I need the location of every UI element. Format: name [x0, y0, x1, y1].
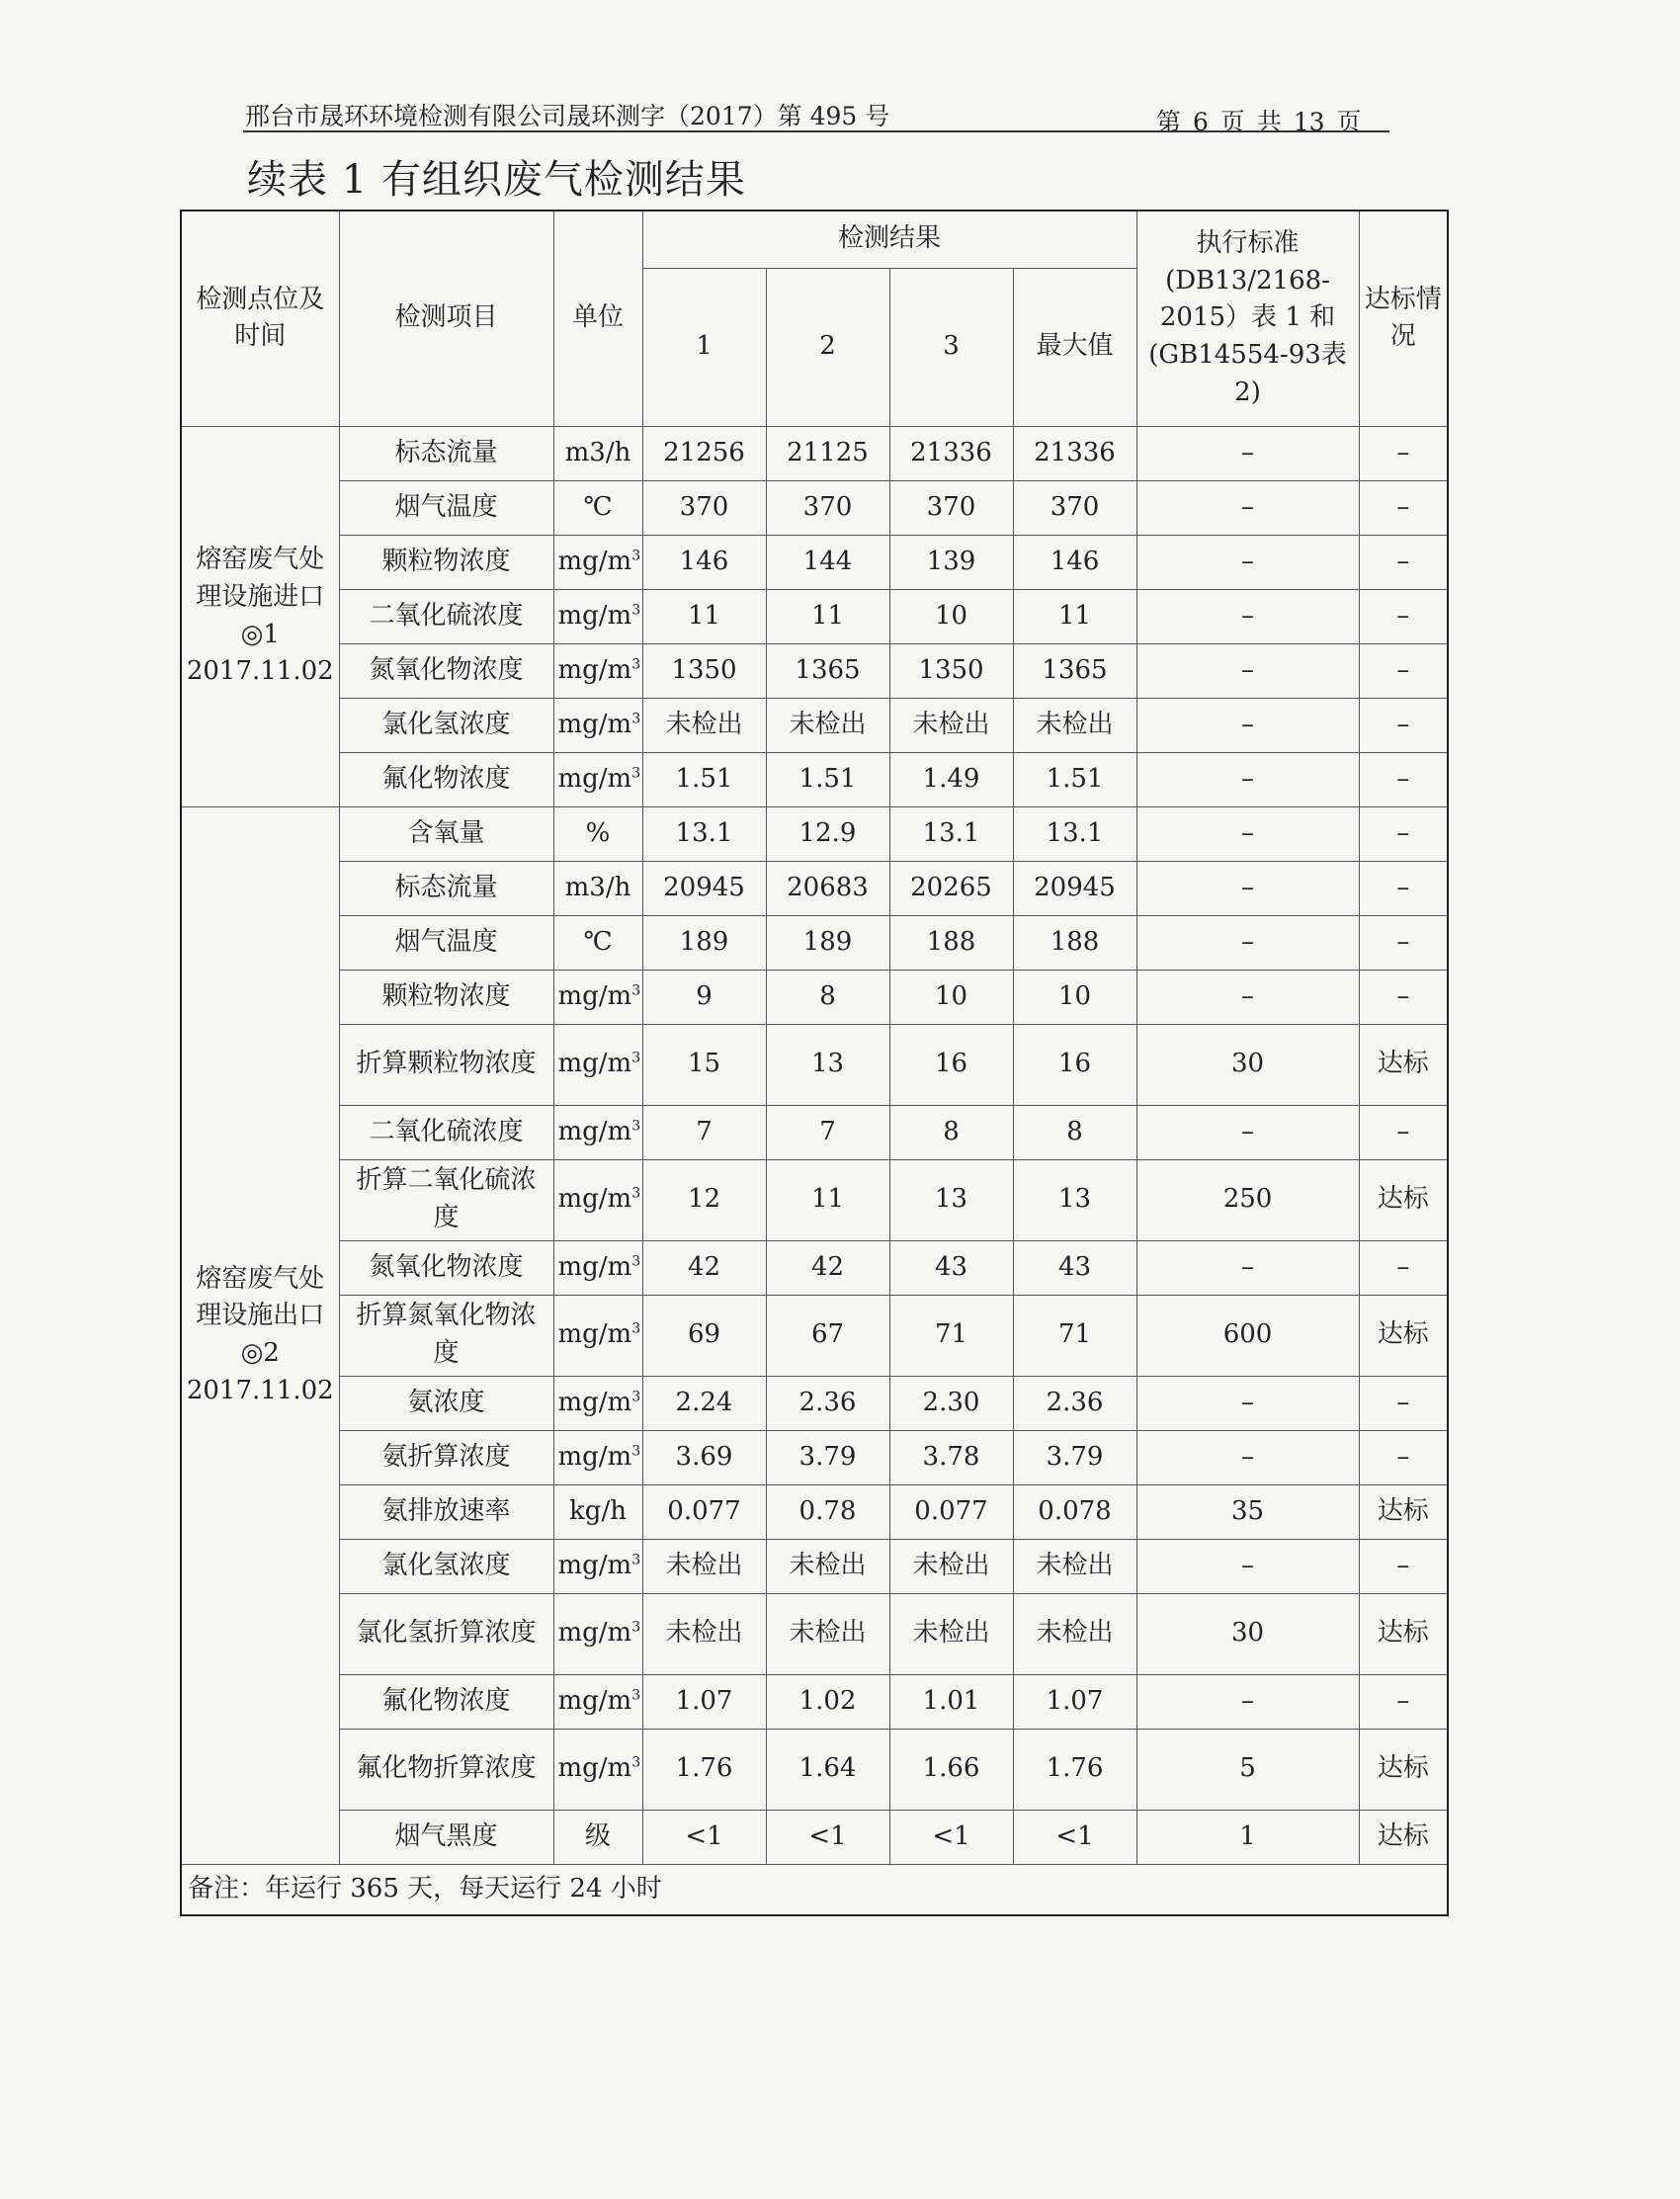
result-1-cell: 21256 — [642, 426, 766, 480]
results-body — [181, 426, 1448, 1864]
unit-cell: ℃ — [553, 480, 642, 535]
unit-cell — [553, 1024, 642, 1105]
table-note: 备注：年运行 365 天，每天运行 24 小时 — [181, 1864, 1448, 1915]
unit-base: mg/m — [557, 1685, 632, 1716]
result-1-cell: 15 — [642, 1024, 766, 1105]
result-3-cell: 20265 — [889, 861, 1013, 915]
status-cell: – — [1359, 426, 1448, 480]
item-cell: 二氧化硫浓度 — [339, 1105, 553, 1159]
table-row — [181, 1729, 1448, 1810]
col-max: 最大值 — [1013, 268, 1136, 426]
result-1-cell: 0.077 — [642, 1484, 766, 1539]
table-row — [181, 1539, 1448, 1593]
max-cell: 20945 — [1013, 861, 1136, 915]
result-2-cell: 8 — [766, 970, 889, 1024]
col-status: 达标情况 — [1359, 211, 1448, 426]
item-cell: 氯化氢浓度 — [339, 1539, 553, 1593]
standard-cell: – — [1136, 1674, 1359, 1729]
result-3-cell: 13 — [889, 1159, 1013, 1240]
standard-cell: – — [1136, 698, 1359, 752]
status-cell: – — [1359, 1539, 1448, 1593]
status-cell: – — [1359, 643, 1448, 698]
unit-base: mg/m — [557, 709, 632, 739]
unit-base: mg/m — [557, 1618, 632, 1649]
status-cell: – — [1359, 970, 1448, 1024]
table-row — [181, 1240, 1448, 1295]
result-1-cell: 7 — [642, 1105, 766, 1159]
result-2-cell: <1 — [766, 1810, 889, 1864]
unit-base: mg/m — [557, 1753, 632, 1784]
result-2-cell: 11 — [766, 589, 889, 643]
status-cell: 达标 — [1359, 1593, 1448, 1674]
result-2-cell: 144 — [766, 535, 889, 589]
unit-superscript: 3 — [631, 602, 641, 618]
status-cell: – — [1359, 698, 1448, 752]
standard-cell: 1 — [1136, 1810, 1359, 1864]
result-3-cell: 1350 — [889, 643, 1013, 698]
standard-cell: – — [1136, 806, 1359, 861]
standard-cell: – — [1136, 752, 1359, 806]
unit-cell — [553, 1295, 642, 1376]
unit-base: mg/m — [557, 600, 632, 631]
result-3-cell: 13.1 — [889, 806, 1013, 861]
status-cell: – — [1359, 915, 1448, 970]
item-cell: 烟气黑度 — [339, 1810, 553, 1864]
unit-base: mg/m — [557, 546, 632, 576]
result-2-cell: 13 — [766, 1024, 889, 1105]
max-cell: 2.36 — [1013, 1376, 1136, 1430]
unit-superscript: 3 — [631, 656, 641, 672]
result-2-cell: 67 — [766, 1295, 889, 1376]
max-cell: 未检出 — [1013, 1593, 1136, 1674]
result-3-cell: 3.78 — [889, 1430, 1013, 1484]
table-row — [181, 1376, 1448, 1430]
result-2-cell: 20683 — [766, 861, 889, 915]
standard-cell: – — [1136, 426, 1359, 480]
col-results: 检测结果 — [642, 211, 1136, 268]
result-1-cell: <1 — [642, 1810, 766, 1864]
standard-cell: – — [1136, 535, 1359, 589]
unit-cell — [553, 970, 642, 1024]
max-cell: 未检出 — [1013, 1539, 1136, 1593]
unit-superscript: 3 — [631, 1687, 641, 1703]
item-cell: 氨浓度 — [339, 1376, 553, 1430]
table-row — [181, 1159, 1448, 1240]
standard-cell: – — [1136, 861, 1359, 915]
max-cell: 370 — [1013, 480, 1136, 535]
item-cell: 氮氧化物浓度 — [339, 643, 553, 698]
unit-cell — [553, 1159, 642, 1240]
unit-superscript: 3 — [631, 1754, 641, 1771]
standard-cell: – — [1136, 1430, 1359, 1484]
unit-base: mg/m — [557, 1184, 632, 1215]
table-title: 续表 1 有组织废气检测结果 — [247, 157, 746, 203]
status-cell: – — [1359, 806, 1448, 861]
result-2-cell: 11 — [766, 1159, 889, 1240]
result-2-cell: 12.9 — [766, 806, 889, 861]
result-2-cell: 370 — [766, 480, 889, 535]
standard-cell: – — [1136, 643, 1359, 698]
point-cell: 熔窑废气处理设施进口◎1 2017.11.02 — [181, 426, 339, 806]
item-cell: 颗粒物浓度 — [339, 535, 553, 589]
max-cell: 未检出 — [1013, 698, 1136, 752]
standard-cell: 5 — [1136, 1729, 1359, 1810]
table-row — [181, 1674, 1448, 1729]
result-1-cell: 11 — [642, 589, 766, 643]
result-1-cell: 3.69 — [642, 1430, 766, 1484]
table-row — [181, 915, 1448, 970]
result-3-cell: 2.30 — [889, 1376, 1013, 1430]
item-cell: 氨排放速率 — [339, 1484, 553, 1539]
max-cell: 0.078 — [1013, 1484, 1136, 1539]
result-1-cell: 未检出 — [642, 1539, 766, 1593]
status-cell: – — [1359, 1376, 1448, 1430]
unit-superscript: 3 — [631, 548, 641, 563]
unit-base: mg/m — [557, 1049, 632, 1079]
result-1-cell: 146 — [642, 535, 766, 589]
item-cell: 含氧量 — [339, 806, 553, 861]
unit-cell — [553, 752, 642, 806]
unit-superscript: 3 — [631, 1389, 641, 1404]
result-2-cell: 未检出 — [766, 1539, 889, 1593]
standard-cell: 600 — [1136, 1295, 1359, 1376]
result-3-cell: 1.66 — [889, 1729, 1013, 1810]
result-1-cell: 12 — [642, 1159, 766, 1240]
standard-cell: – — [1136, 589, 1359, 643]
report-header-number: 邢台市晟环环境检测有限公司晟环测字（2017）第 495 号 — [245, 102, 890, 130]
unit-cell: % — [553, 806, 642, 861]
unit-superscript: 3 — [631, 1185, 641, 1202]
max-cell: 21336 — [1013, 426, 1136, 480]
result-2-cell: 未检出 — [766, 1593, 889, 1674]
result-2-cell: 1.64 — [766, 1729, 889, 1810]
result-2-cell: 1365 — [766, 643, 889, 698]
standard-cell: – — [1136, 1105, 1359, 1159]
status-cell: 达标 — [1359, 1729, 1448, 1810]
header-rule — [243, 130, 1389, 132]
unit-cell — [553, 1376, 642, 1430]
table-row — [181, 752, 1448, 806]
status-cell: 达标 — [1359, 1810, 1448, 1864]
result-1-cell: 未检出 — [642, 698, 766, 752]
table-row — [181, 1024, 1448, 1105]
item-cell: 烟气温度 — [339, 480, 553, 535]
result-1-cell: 20945 — [642, 861, 766, 915]
item-cell: 氟化物浓度 — [339, 752, 553, 806]
max-cell: 1365 — [1013, 643, 1136, 698]
result-2-cell: 1.02 — [766, 1674, 889, 1729]
result-3-cell: 10 — [889, 970, 1013, 1024]
unit-base: mg/m — [557, 763, 632, 794]
max-cell: 1.07 — [1013, 1674, 1136, 1729]
max-cell: 71 — [1013, 1295, 1136, 1376]
item-cell: 氯化氢折算浓度 — [339, 1593, 553, 1674]
result-1-cell: 69 — [642, 1295, 766, 1376]
status-cell: – — [1359, 1674, 1448, 1729]
status-cell: – — [1359, 480, 1448, 535]
table-row — [181, 426, 1448, 480]
status-cell: – — [1359, 1105, 1448, 1159]
result-1-cell: 189 — [642, 915, 766, 970]
unit-base: mg/m — [557, 1387, 632, 1417]
unit-superscript: 3 — [631, 1050, 641, 1066]
status-cell: – — [1359, 861, 1448, 915]
unit-superscript: 3 — [631, 1619, 641, 1636]
result-1-cell: 1.76 — [642, 1729, 766, 1810]
max-cell: 16 — [1013, 1024, 1136, 1105]
result-2-cell: 42 — [766, 1240, 889, 1295]
unit-cell — [553, 643, 642, 698]
result-1-cell: 2.24 — [642, 1376, 766, 1430]
unit-cell — [553, 1729, 642, 1810]
unit-cell: m3/h — [553, 861, 642, 915]
unit-cell — [553, 535, 642, 589]
unit-superscript: 3 — [631, 1253, 641, 1269]
table-row — [181, 698, 1448, 752]
unit-cell — [553, 698, 642, 752]
result-3-cell: <1 — [889, 1810, 1013, 1864]
unit-cell — [553, 1539, 642, 1593]
item-cell: 氨折算浓度 — [339, 1430, 553, 1484]
status-cell: – — [1359, 1430, 1448, 1484]
max-cell: 13 — [1013, 1159, 1136, 1240]
unit-superscript: 3 — [631, 765, 641, 781]
unit-cell: ℃ — [553, 915, 642, 970]
max-cell: 43 — [1013, 1240, 1136, 1295]
status-cell: – — [1359, 1240, 1448, 1295]
result-1-cell: 1350 — [642, 643, 766, 698]
unit-superscript: 3 — [631, 982, 641, 998]
standard-cell: 35 — [1136, 1484, 1359, 1539]
standard-cell: – — [1136, 970, 1359, 1024]
table-row — [181, 861, 1448, 915]
table-row — [181, 1105, 1448, 1159]
standard-cell: – — [1136, 1376, 1359, 1430]
unit-cell — [553, 1430, 642, 1484]
result-2-cell: 189 — [766, 915, 889, 970]
table-row — [181, 1484, 1448, 1539]
item-cell: 烟气温度 — [339, 915, 553, 970]
standard-cell: 250 — [1136, 1159, 1359, 1240]
result-3-cell: 16 — [889, 1024, 1013, 1105]
result-3-cell: 21336 — [889, 426, 1013, 480]
result-1-cell: 13.1 — [642, 806, 766, 861]
unit-base: mg/m — [557, 1319, 632, 1350]
unit-superscript: 3 — [631, 1443, 641, 1459]
item-cell: 标态流量 — [339, 861, 553, 915]
unit-base: mg/m — [557, 1251, 632, 1282]
result-2-cell: 3.79 — [766, 1430, 889, 1484]
max-cell: 146 — [1013, 535, 1136, 589]
unit-cell — [553, 1105, 642, 1159]
table-row — [181, 480, 1448, 535]
table-row — [181, 1593, 1448, 1674]
item-cell: 氮氧化物浓度 — [339, 1240, 553, 1295]
result-2-cell: 0.78 — [766, 1484, 889, 1539]
table-row — [181, 1430, 1448, 1484]
table-row — [181, 589, 1448, 643]
max-cell: 3.79 — [1013, 1430, 1136, 1484]
item-cell: 二氧化硫浓度 — [339, 589, 553, 643]
max-cell: 11 — [1013, 589, 1136, 643]
status-cell: 达标 — [1359, 1159, 1448, 1240]
max-cell: 8 — [1013, 1105, 1136, 1159]
point-cell: 熔窑废气处理设施出口◎2 2017.11.02 — [181, 806, 339, 1864]
table-row — [181, 806, 1448, 861]
result-3-cell: 8 — [889, 1105, 1013, 1159]
result-3-cell: 370 — [889, 480, 1013, 535]
table-row — [181, 970, 1448, 1024]
result-1-cell: 42 — [642, 1240, 766, 1295]
result-1-cell: 未检出 — [642, 1593, 766, 1674]
col-r1: 1 — [642, 268, 766, 426]
item-cell: 折算二氧化硫浓度 — [339, 1159, 553, 1240]
unit-base: mg/m — [557, 1116, 632, 1146]
table-row — [181, 643, 1448, 698]
unit-cell — [553, 1240, 642, 1295]
item-cell: 折算氮氧化物浓度 — [339, 1295, 553, 1376]
item-cell: 氟化物折算浓度 — [339, 1729, 553, 1810]
unit-base: mg/m — [557, 1550, 632, 1580]
item-cell: 氟化物浓度 — [339, 1674, 553, 1729]
standard-cell: – — [1136, 480, 1359, 535]
max-cell: <1 — [1013, 1810, 1136, 1864]
item-cell: 氯化氢浓度 — [339, 698, 553, 752]
result-1-cell: 1.07 — [642, 1674, 766, 1729]
unit-cell: kg/h — [553, 1484, 642, 1539]
table-row — [181, 1810, 1448, 1864]
item-cell: 标态流量 — [339, 426, 553, 480]
result-1-cell: 370 — [642, 480, 766, 535]
unit-superscript: 3 — [631, 711, 641, 726]
max-cell: 13.1 — [1013, 806, 1136, 861]
result-3-cell: 0.077 — [889, 1484, 1013, 1539]
col-unit: 单位 — [553, 211, 642, 426]
col-standard: 执行标准(DB13/2168-2015）表 1 和(GB14554-93表 2) — [1136, 211, 1359, 426]
unit-base: mg/m — [557, 980, 632, 1011]
status-cell: 达标 — [1359, 1484, 1448, 1539]
result-2-cell: 21125 — [766, 426, 889, 480]
status-cell: 达标 — [1359, 1295, 1448, 1376]
standard-cell: 30 — [1136, 1593, 1359, 1674]
status-cell: – — [1359, 589, 1448, 643]
unit-cell — [553, 1674, 642, 1729]
item-cell: 折算颗粒物浓度 — [339, 1024, 553, 1105]
result-3-cell: 1.49 — [889, 752, 1013, 806]
page-indicator: 第 6 页 共 13 页 — [1156, 108, 1362, 136]
table-row — [181, 535, 1448, 589]
max-cell: 10 — [1013, 970, 1136, 1024]
unit-base: mg/m — [557, 1441, 632, 1472]
result-2-cell: 2.36 — [766, 1376, 889, 1430]
max-cell: 1.51 — [1013, 752, 1136, 806]
max-cell: 188 — [1013, 915, 1136, 970]
max-cell: 1.76 — [1013, 1729, 1136, 1810]
status-cell: 达标 — [1359, 1024, 1448, 1105]
col-r2: 2 — [766, 268, 889, 426]
unit-superscript: 3 — [631, 1552, 641, 1567]
status-cell: – — [1359, 535, 1448, 589]
unit-cell: m3/h — [553, 426, 642, 480]
results-table — [180, 210, 1449, 1916]
result-3-cell: 未检出 — [889, 1539, 1013, 1593]
standard-cell: – — [1136, 915, 1359, 970]
col-point: 检测点位及时间 — [181, 211, 339, 426]
result-3-cell: 43 — [889, 1240, 1013, 1295]
unit-cell — [553, 1593, 642, 1674]
status-cell: – — [1359, 752, 1448, 806]
result-3-cell: 未检出 — [889, 698, 1013, 752]
unit-superscript: 3 — [631, 1320, 641, 1337]
result-3-cell: 未检出 — [889, 1593, 1013, 1674]
result-3-cell: 139 — [889, 535, 1013, 589]
standard-cell: – — [1136, 1240, 1359, 1295]
result-3-cell: 10 — [889, 589, 1013, 643]
result-3-cell: 188 — [889, 915, 1013, 970]
col-r3: 3 — [889, 268, 1013, 426]
table-row — [181, 1295, 1448, 1376]
result-2-cell: 7 — [766, 1105, 889, 1159]
result-1-cell: 1.51 — [642, 752, 766, 806]
unit-cell — [553, 589, 642, 643]
unit-cell: 级 — [553, 1810, 642, 1864]
result-3-cell: 71 — [889, 1295, 1013, 1376]
standard-cell: – — [1136, 1539, 1359, 1593]
result-1-cell: 9 — [642, 970, 766, 1024]
result-3-cell: 1.01 — [889, 1674, 1013, 1729]
col-item: 检测项目 — [339, 211, 553, 426]
unit-base: mg/m — [557, 654, 632, 685]
result-2-cell: 未检出 — [766, 698, 889, 752]
standard-cell: 30 — [1136, 1024, 1359, 1105]
item-cell: 颗粒物浓度 — [339, 970, 553, 1024]
unit-superscript: 3 — [631, 1118, 641, 1134]
result-2-cell: 1.51 — [766, 752, 889, 806]
